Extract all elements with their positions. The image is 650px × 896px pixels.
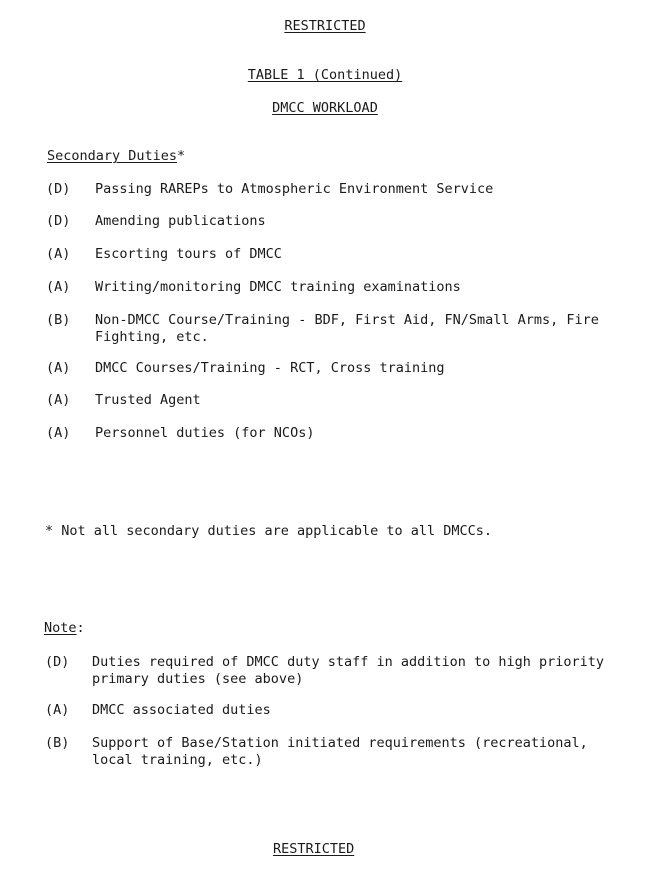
footnote-text: * Not all secondary duties are applicable to all DMCCs.	[45, 523, 493, 539]
section-heading-text: Secondary Duties	[47, 148, 178, 164]
note-code: (D)	[45, 654, 70, 670]
table-subtitle-text: DMCC WORKLOAD	[272, 100, 378, 116]
note-text: Duties required of DMCC duty staff in addition to high priority primary duties (see above)	[92, 654, 605, 687]
duty-text: Trusted Agent	[95, 392, 201, 408]
duty-code: (A)	[46, 279, 71, 295]
section-heading	[47, 148, 185, 165]
duty-text: Escorting tours of DMCC	[95, 246, 282, 262]
footer-classification	[273, 841, 354, 858]
duty-text: Personnel duties (for NCOs)	[95, 425, 315, 441]
table-title	[0, 67, 650, 84]
header-classification-text: RESTRICTED	[284, 18, 366, 34]
table-title-text: TABLE 1 (Continued)	[247, 67, 403, 83]
duty-code: (A)	[46, 425, 71, 441]
duty-code: (B)	[46, 312, 71, 328]
table-subtitle	[0, 100, 650, 117]
duty-code: (A)	[46, 246, 71, 262]
footnote	[45, 523, 492, 540]
note-code: (A)	[45, 702, 70, 718]
note-text: Support of Base/Station initiated requirements (recreational, local training, etc.)	[92, 735, 588, 768]
duty-text: DMCC Courses/Training - RCT, Cross training	[95, 360, 445, 376]
duty-text: Passing RAREPs to Atmospheric Environment Service	[95, 181, 494, 197]
duty-text: Writing/monitoring DMCC training examinations	[95, 279, 461, 295]
duty-text: Amending publications	[95, 213, 266, 229]
section-heading-asterisk: *	[177, 148, 186, 164]
note-heading	[44, 620, 85, 637]
note-heading-text: Note	[44, 620, 77, 636]
note-text: DMCC associated duties	[92, 702, 271, 718]
footer-classification-text: RESTRICTED	[273, 841, 355, 857]
duty-code: (D)	[46, 213, 71, 229]
note-code: (B)	[45, 735, 70, 751]
note-heading-colon: :	[76, 620, 85, 636]
duty-code: (D)	[46, 181, 71, 197]
duty-code: (A)	[46, 360, 71, 376]
header-classification	[0, 18, 650, 35]
duty-text: Non-DMCC Course/Training - BDF, First Aid, FN/Small Arms, Fire Fighting, etc.	[95, 312, 599, 345]
duty-code: (A)	[46, 392, 71, 408]
